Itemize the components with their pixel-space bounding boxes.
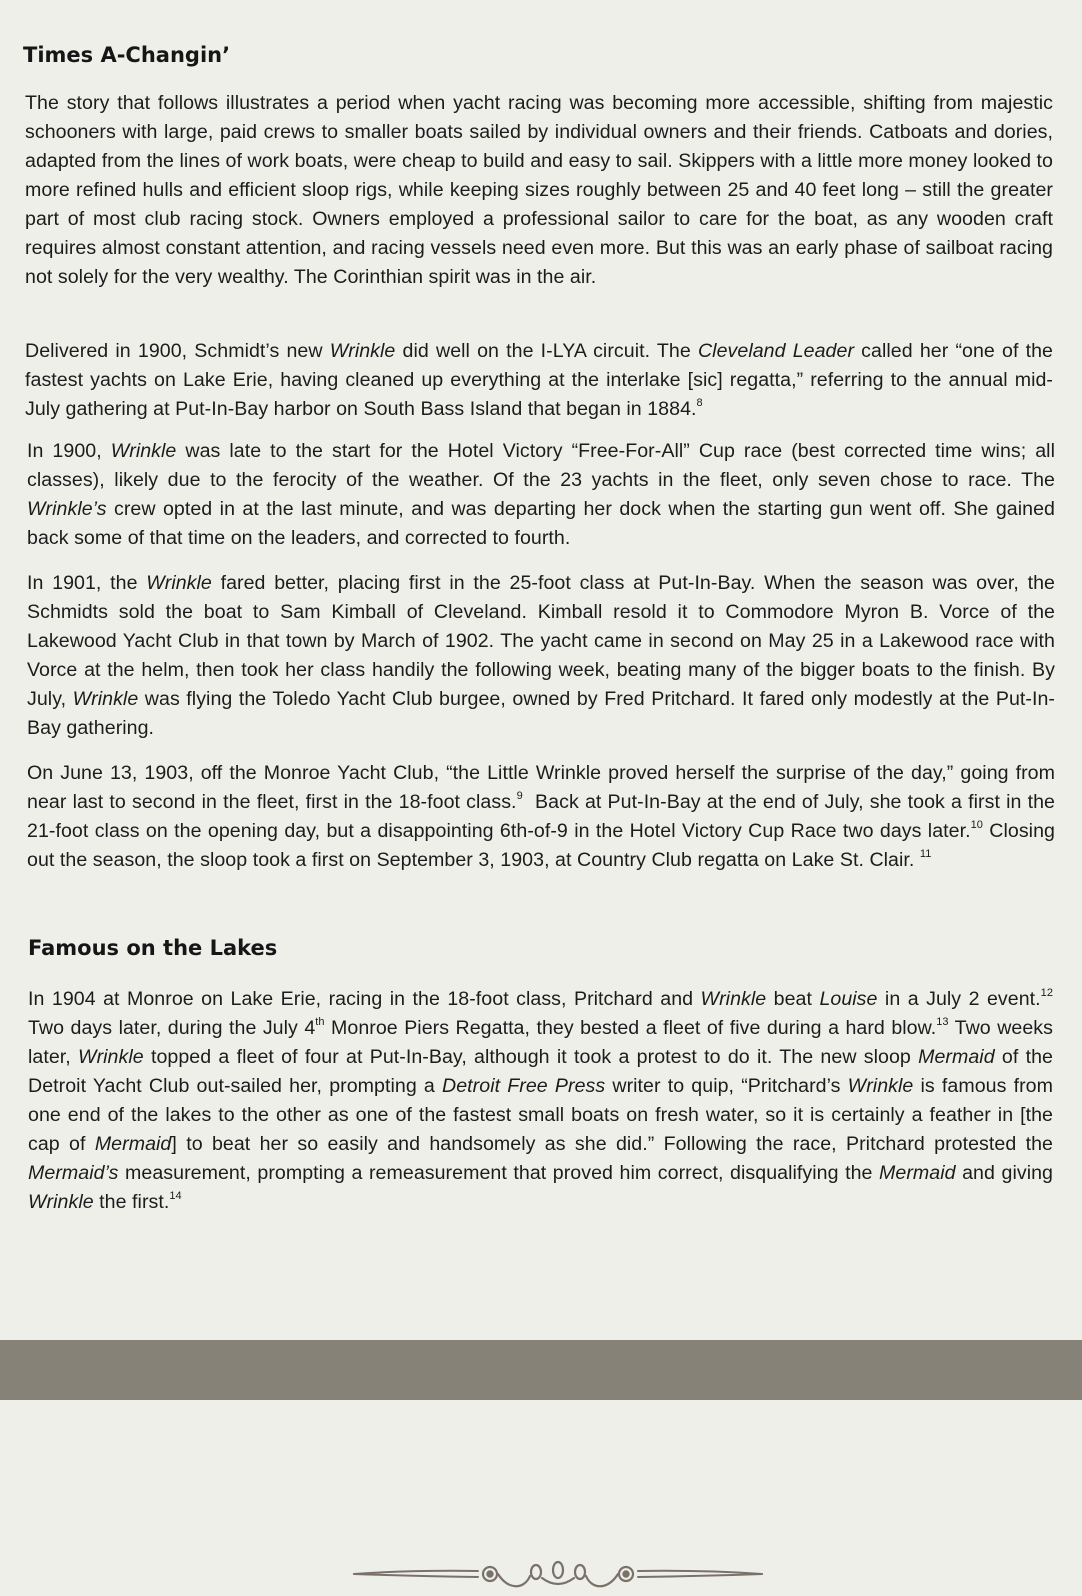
text-run: and giving	[955, 1162, 1053, 1184]
text-run: In 1900,	[27, 440, 111, 462]
text-run: In 1901, the	[27, 572, 147, 594]
text-run: Two days later, during the July 4	[28, 1017, 316, 1039]
text-run: the first.	[93, 1191, 170, 1213]
italic-title: Wrinkle’s	[27, 498, 107, 520]
italic-title: Mermaid	[918, 1046, 995, 1068]
text-run: Back at Put-In-Bay at the end of July, she took a first in the 21-foot class on the opening day, but a disappointing 6th-of-9 in the Hotel Victory Cup Race two days later.	[27, 791, 1056, 842]
italic-title: Wrinkle	[110, 440, 177, 462]
text-run: crew opted in at the last minute, and was departing her dock when the starting gun went off. She gained back some of that time on the leaders, and corrected to fourth.	[27, 498, 1055, 549]
italic-title: Wrinkle	[847, 1075, 914, 1097]
text-run: was late to the start for the Hotel Victory “Free-For-All” Cup race (best corrected time wins; all classes), likely due to the ferocity of the weather. Of the 23 yachts in the fleet, only seven chose to race. The	[27, 440, 1055, 491]
footnote-ref: 14	[169, 1190, 182, 1202]
text-run: in a July 2 event.	[877, 988, 1041, 1010]
section-heading-famous-on-the-lakes: Famous on the Lakes	[28, 936, 278, 960]
text-run: was flying the Toledo Yacht Club burgee, owned by Fred Pritchard. It fared only modestly at the Put-In-Bay gathering.	[27, 688, 1055, 739]
paragraph	[27, 569, 1055, 743]
text-run: called her “one of the fastest yachts on Lake Erie, having cleaned up everything at the interlake [sic] regatta,” referring to the annual mid-July gathering at Put-In-Bay harbor on South Bass Island that began in 1884.	[25, 340, 1053, 420]
footnote-ref: 11	[919, 848, 932, 860]
footnote-ref: 9	[516, 790, 523, 802]
text-run: beat	[766, 988, 820, 1010]
text-run: is famous from one end of the lakes to the other as one of the fastest small boats on fresh water, so it is certainly a feather in [the cap of	[28, 1075, 1053, 1155]
paragraph	[27, 759, 1055, 875]
italic-title: Cleveland Leader	[697, 340, 855, 362]
paragraph	[25, 89, 1053, 292]
text-run: The story that follows illustrates a period when yacht racing was becoming more accessible, shifting from majestic schooners with large, paid crews to smaller boats sailed by individual owners and their friends. Catboats and dories, adapted from the lines of work boats, were cheap to build and easy to sail. Skippers with a little more money looked to more refined hulls and efficient sloop rigs, while keeping sizes roughly between 25 and 40 feet long – still the greater part of most club racing stock. Owners employed a professional sailor to care for the boat, as any wooden craft requires almost constant attention, and racing vessels need even more. But this was an early phase of sailboat racing not solely for the very wealthy. The Corinthian spirit was in the air.	[25, 92, 1053, 288]
text-run: writer to quip, “Pritchard’s	[605, 1075, 848, 1097]
italic-title: Wrinkle	[329, 340, 396, 362]
text-run: In 1904 at Monroe on Lake Erie, racing in the 18-foot class, Pritchard and	[28, 988, 701, 1010]
text-run: Closing out the season, the sloop took a first on September 3, 1903, at Country Club regatta on Lake St. Clair.	[27, 820, 1055, 871]
italic-title: Mermaid’s	[28, 1162, 119, 1184]
italic-title: Wrinkle	[78, 1046, 144, 1068]
footnote-ref: th	[315, 1016, 325, 1028]
scroll-flourish-divider-icon	[352, 1556, 764, 1596]
text-run: Two weeks later,	[28, 1017, 1053, 1068]
paragraph	[28, 985, 1053, 1217]
footnote-ref: 12	[1040, 987, 1053, 999]
text-run: fared better, placing first in the 25-foot class at Put-In-Bay. When the season was over, the Schmidts sold the boat to Sam Kimball of Cleveland. Kimball resold it to Commodore Myron B. Vorce of the Lakewood Yacht Club in that town by March of 1902. The yacht came in second on May 25 in a Lakewood race with Vorce at the helm, then took her class handily the following week, beating many of the bigger boats to the finish. By July,	[27, 572, 1055, 710]
paragraph	[25, 337, 1053, 424]
text-run: measurement, prompting a remeasurement that proved him correct, disqualifying the	[118, 1162, 879, 1184]
footnote-ref: 10	[970, 819, 983, 831]
footnote-ref: 13	[936, 1016, 949, 1028]
text-run: did well on the I-LYA circuit. The	[395, 340, 698, 362]
italic-title: Mermaid	[94, 1133, 172, 1155]
italic-title: Wrinkle	[28, 1191, 94, 1213]
text-run: Monroe Piers Regatta, they bested a fleet of five during a hard blow.	[324, 1017, 937, 1039]
text-run: of the Detroit Yacht Club out-sailed her, prompting a	[28, 1046, 1053, 1097]
italic-title: Wrinkle	[146, 572, 212, 594]
footer-bar	[0, 1340, 1082, 1400]
footnote-ref: 8	[696, 397, 703, 409]
italic-title: Wrinkle	[700, 988, 767, 1010]
italic-title: Louise	[819, 988, 878, 1010]
paragraph	[27, 437, 1055, 553]
italic-title: Wrinkle	[72, 688, 139, 710]
italic-title: Detroit Free Press	[442, 1075, 606, 1097]
text-run: On June 13, 1903, off the Monroe Yacht Club, “the Little Wrinkle proved herself the surprise of the day,” going from near last to second in the fleet, first in the 18-foot class.	[27, 762, 1055, 813]
text-run: Delivered in 1900, Schmidt’s new	[25, 340, 330, 362]
text-run: topped a fleet of four at Put-In-Bay, although it took a protest to do it. The new sloop	[143, 1046, 919, 1068]
italic-title: Mermaid	[879, 1162, 956, 1184]
section-heading-times-a-changin: Times A-Changin’	[23, 43, 231, 67]
text-run: ] to beat her so easily and handsomely as she did.” Following the race, Pritchard protested the	[171, 1133, 1053, 1155]
